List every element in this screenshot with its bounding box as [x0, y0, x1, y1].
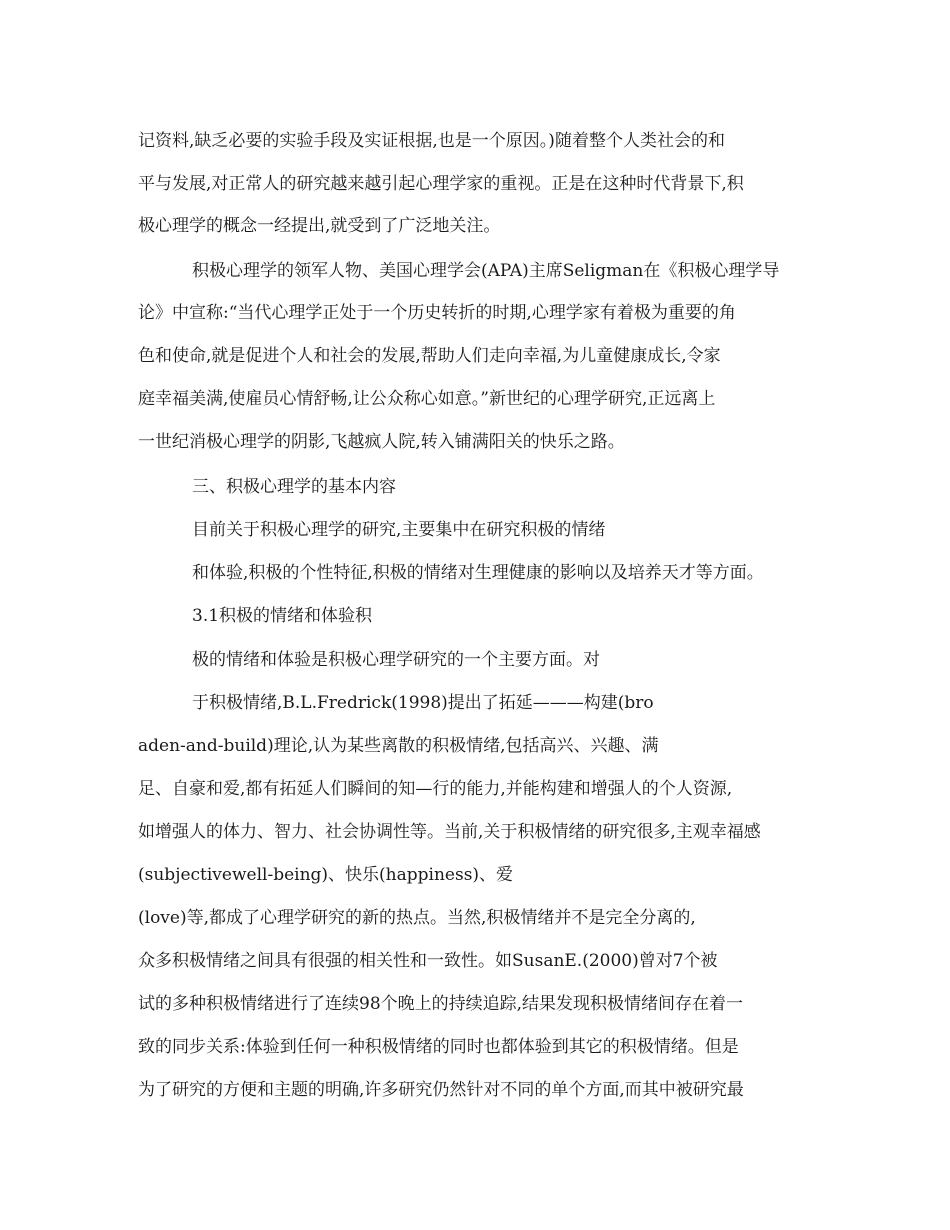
text-line: (love)等,都成了心理学研究的新的热点。当然,积极情绪并不是完全分离的,	[138, 908, 696, 928]
text-line: 和体验,积极的个性特征,积极的情绪对生理健康的影响以及培养天才等方面。	[192, 563, 764, 583]
text-line: 庭幸福美满,使雇员心情舒畅,让公众称心如意。”新世纪的心理学研究,正远离上	[138, 389, 716, 409]
text-line: 极的情绪和体验是积极心理学研究的一个主要方面。对	[192, 650, 600, 670]
text-line: 致的同步关系:体验到任何一种积极情绪的同时也都体验到其它的积极情绪。但是	[138, 1037, 739, 1057]
text-line: 众多积极情绪之间具有很强的相关性和一致性。如SusanE.(2000)曾对7个被	[138, 951, 718, 971]
text-line: 论》中宣称:“当代心理学正处于一个历史转折的时期,心理学家有着极为重要的角	[138, 303, 736, 323]
text-line: 足、自豪和爱,都有拓延人们瞬间的知—行的能力,并能构建和增强人的个人资源,	[138, 779, 733, 799]
text-line: 一世纪消极心理学的阴影,飞越疯人院,转入铺满阳关的快乐之路。	[138, 432, 625, 452]
text-line: aden-and-build)理论,认为某些离散的积极情绪,包括高兴、兴趣、满	[138, 736, 659, 756]
text-line: (subjectivewell-being)、快乐(happiness)、爱	[138, 865, 514, 885]
text-line: 为了研究的方便和主题的明确,许多研究仍然针对不同的单个方面,而其中被研究最	[138, 1080, 744, 1100]
text-line: 色和使命,就是促进个人和社会的发展,帮助人们走向幸福,为儿童健康成长,令家	[138, 346, 721, 366]
text-line: 如增强人的体力、智力、社会协调性等。当前,关于积极情绪的研究很多,主观幸福感	[138, 822, 761, 842]
subsection-heading: 3.1积极的情绪和体验积	[192, 606, 373, 626]
text-line: 目前关于积极心理学的研究,主要集中在研究积极的情绪	[192, 520, 606, 540]
text-line: 平与发展,对正常人的研究越来越引起心理学家的重视。正是在这种时代背景下,积	[138, 174, 744, 194]
text-line: 试的多种积极情绪进行了连续98个晚上的持续追踪,结果发现积极情绪间存在着一	[138, 994, 744, 1014]
text-line: 积极心理学的领军人物、美国心理学会(APA)主席Seligman在《积极心理学导	[192, 261, 780, 281]
section-heading: 三、积极心理学的基本内容	[192, 477, 396, 497]
text-line: 于积极情绪,B.L.Fredrick(1998)提出了拓延———构建(bro	[192, 693, 654, 713]
text-line: 记资料,缺乏必要的实验手段及实证根据,也是一个原因。)随着整个人类社会的和	[138, 131, 725, 151]
text-line: 极心理学的概念一经提出,就受到了广泛地关注。	[138, 216, 501, 236]
